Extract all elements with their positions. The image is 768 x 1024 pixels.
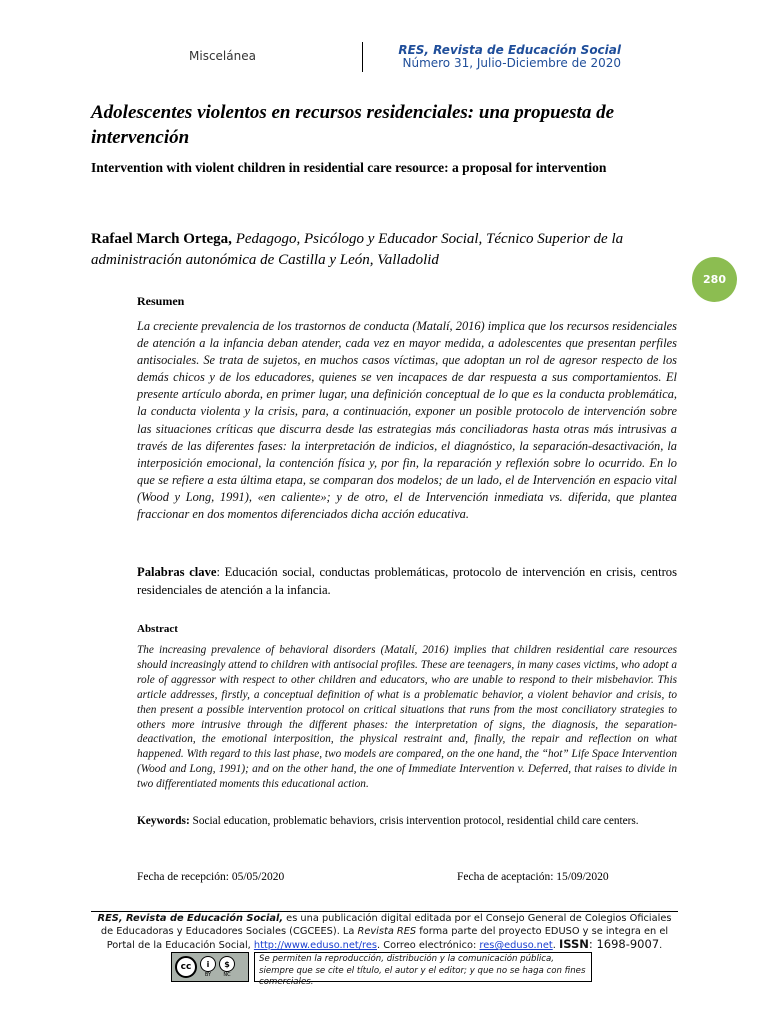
page-number-badge: 280 [692,257,737,302]
footer-journal-short: Revista RES [357,925,417,937]
license-notice: Se permiten la reproducción, distribución y la comunicación pública, siempre que se cite el título, el autor y el editor; y que no se haga con fines comerciales. [254,952,592,982]
creative-commons-badge[interactable] [171,952,249,982]
author-name: Rafael March Ortega, [91,231,232,247]
journal-name: RES, Revista de Educación Social [398,43,621,57]
article-title-es: Adolescentes violentos en recursos residenciales: una propuesta de intervención [91,102,615,148]
palabras-clave-text: : Educación social, conductas problemáticas, protocolo de intervención en crisis, centros residenciales de atención a la infancia. [137,565,677,597]
author-line [91,229,651,271]
footer-divider [91,911,678,912]
header-divider [362,42,363,72]
keywords-label: Keywords: [137,815,190,827]
footer-journal-name: RES, Revista de Educación Social, [97,913,284,924]
resumen-heading: Resumen [137,294,185,308]
cc-nc-label: NC [223,972,231,978]
journal-issue: Número 31, Julio-Diciembre de 2020 [402,56,621,70]
author-affiliation: Pedagogo, Psicólogo y Educador Social, Técnico Superior de la administración autonómica de Castilla y León, Valladolid [91,231,624,268]
palabras-clave [137,564,677,599]
section-name: Miscelánea [189,49,256,63]
accepted-date: Fecha de aceptación: 15/09/2020 [457,871,609,883]
resumen-body: La creciente prevalencia de los trastornos de conducta (Matalí, 2016) implica que los recursos residenciales de atención a la infancia deban atender, cada vez en mayor medida, a adolescentes que presentan perfiles antisociales. Se trata de sujetos, en muchos casos víctimas, que adoptan un rol de agresor respecto de los demás chicos y de los educadores, quienes se ven incapaces de dar respuesta a sus comportamientos. El presente artículo aborda, en primer lugar, una definición conceptual de lo que es la conducta problemática, la conducta violenta y la crisis, para, a continuación, exponer un posible protocolo de intervención sobre las situaciones críticas que discurra desde las estrategias más conciliadoras hasta otras más intrusivas a través de las diferentes fases: la interpretación de indicios, el diagnóstico, la separación-desactivación, la interposición emocional, la contención física y, por fin, la reparación y reflexión sobre lo ocurrido. En lo que se refiere a esta última etapa, se comparan dos modelos; de un lado, el de Intervención en espacio vital (Wood y Long, 1991), «en caliente»; y de otro, el de Intervención inmediata vs. diferida, que plantea fraccionar en dos momentos diferenciados dicha acción educativa. [137,319,677,522]
article-title-en: Intervention with violent children in residential care resource: a proposal for intervention [91,160,607,175]
keywords-text: Social education, problematic behaviors, crisis intervention protocol, residential child care centers. [189,815,639,827]
cc-nc-icon: $ [219,956,235,972]
cc-by-icon: i [200,956,216,972]
palabras-clave-label: Palabras clave [137,565,217,579]
issn-value: : 1698-9007 [588,937,660,952]
portal-link[interactable]: http://www.eduso.net/res [253,940,377,952]
email-link[interactable]: res@eduso.net [479,940,553,952]
footer-text: RES, Revista de Educación Social, es una publicación digital editada por el Consejo General de Colegios Oficiales de Educadoras y Educadores Sociales (CGCEES). La Revista RES forma parte del proyecto EDUSO y se integra en el Portal de la Educación Social, http://www.eduso.net/res. Correo electrónico: res@eduso.net. ISSN: 1698-9007. [97,913,672,952]
abstract-body: The increasing prevalence of behavioral disorders (Matalí, 2016) implies that children residential care resources should increasingly attend to children with antisocial profiles. These are teenagers, in many cases victims, who adopt a role of aggressor with respect to other children and educators, who are unable to respond to their misbehavior. This article addresses, firstly, a conceptual definition of what is a problematic behavior, a violent behavior and crisis, to then present a possible intervention protocol on critical situations that runs from the most conciliatory strategies to others more intrusive through the different phases: the interpretation of signs, the diagnosis, the separation-deactivation, the emotional interposition, the physical restraint and, finally, the repair and reflection on what happened. With regard to this last phase, two models are compared, on the one hand, the “hot” Life Space Intervention (Wood and Long, 1991); and on the other hand, the one of Immediate Intervention v. Deferred, that raises to divide in two differentiated moments this educational action. [137,644,677,791]
cc-by-label: BY [204,972,212,978]
cc-icon: cc [175,956,197,978]
keywords [137,814,677,829]
issn-label: ISSN [558,937,589,952]
abstract-heading: Abstract [137,623,178,635]
received-date: Fecha de recepción: 05/05/2020 [137,871,285,883]
